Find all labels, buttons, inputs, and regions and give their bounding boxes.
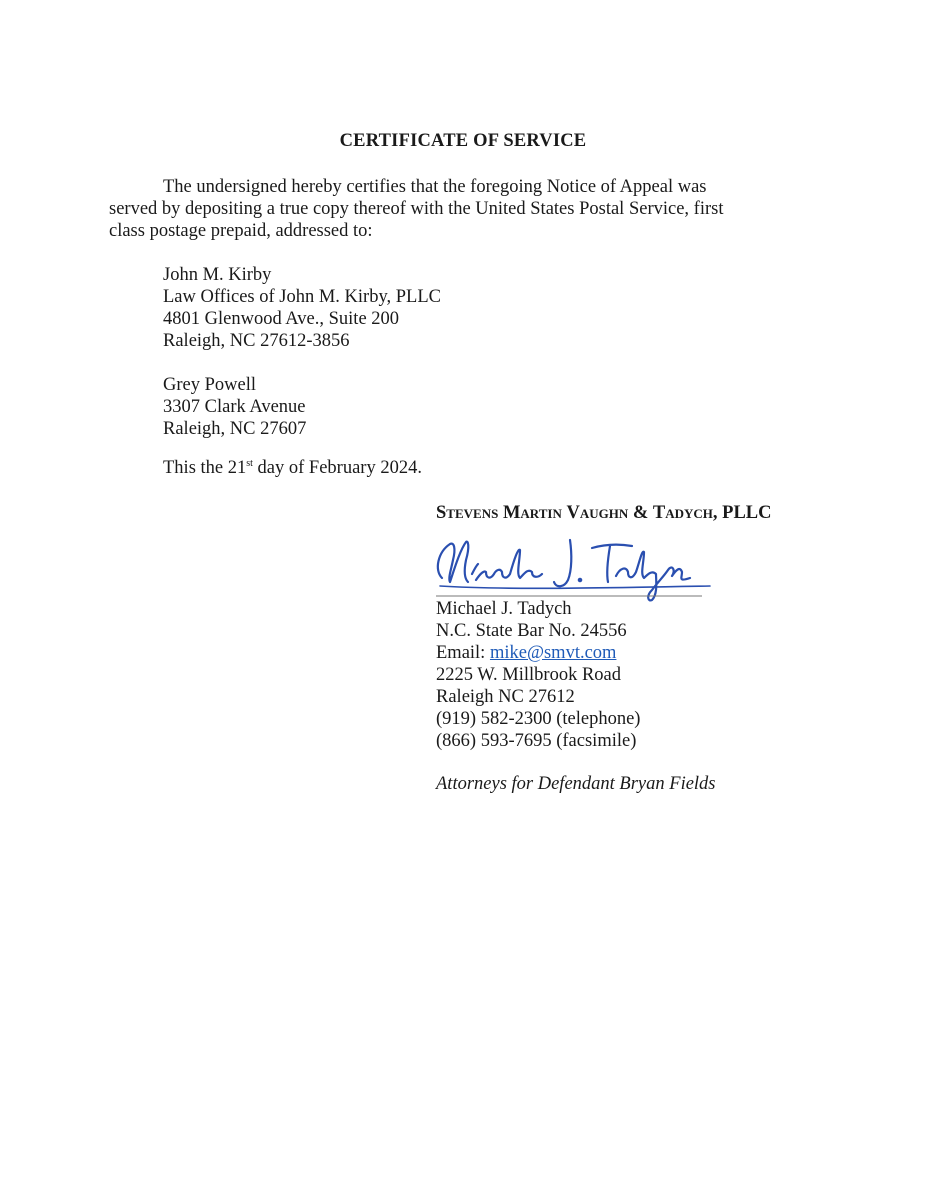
paragraph-line: served by depositing a true copy thereof with the United States Postal Service, first (109, 199, 724, 219)
signature-block (436, 598, 640, 752)
firm-name-part: Martin (502, 503, 562, 523)
email-link[interactable]: mike@smvt.com (489, 643, 617, 663)
date-line (163, 458, 422, 479)
address-line: Grey Powell (163, 375, 256, 395)
page-title: CERTIFICATE OF SERVICE (339, 131, 587, 151)
address-line: Raleigh, NC 27612-3856 (163, 331, 350, 351)
date-prefix: This the 21 (163, 458, 247, 478)
firm-name-part: PLLC (722, 503, 772, 523)
certification-paragraph (109, 176, 821, 242)
address-line: Law Offices of John M. Kirby, PLLC (163, 287, 441, 307)
paragraph-line: class postage prepaid, addressed to: (109, 221, 373, 241)
firm-name-part: Vaughn (566, 503, 629, 523)
date-ordinal-suffix: st (246, 457, 253, 469)
street-address: 2225 W. Millbrook Road (436, 665, 622, 685)
paragraph-line: The undersigned hereby certifies that the foregoing Notice of Appeal was (163, 177, 707, 197)
firm-name-part: Tadych, (652, 503, 718, 523)
city-state-zip: Raleigh NC 27612 (436, 687, 575, 707)
facsimile: (866) 593-7695 (facsimile) (436, 731, 637, 751)
email-line (436, 642, 640, 664)
recipient-address-kirby (163, 264, 441, 352)
signer-name: Michael J. Tadych (436, 599, 572, 619)
email-label: Email: (436, 643, 490, 663)
date-rest: day of February 2024. (252, 458, 422, 478)
firm-name-part: & (632, 503, 649, 523)
address-line: John M. Kirby (163, 265, 272, 285)
telephone: (919) 582-2300 (telephone) (436, 709, 641, 729)
firm-name (436, 503, 772, 524)
address-line: 3307 Clark Avenue (163, 397, 306, 417)
address-line: 4801 Glenwood Ave., Suite 200 (163, 309, 400, 329)
firm-name-part: Stevens (436, 503, 499, 523)
bar-number: N.C. State Bar No. 24556 (436, 621, 627, 641)
attorneys-for-line: Attorneys for Defendant Bryan Fields (436, 774, 716, 794)
address-line: Raleigh, NC 27607 (163, 419, 307, 439)
recipient-address-powell (163, 374, 306, 440)
